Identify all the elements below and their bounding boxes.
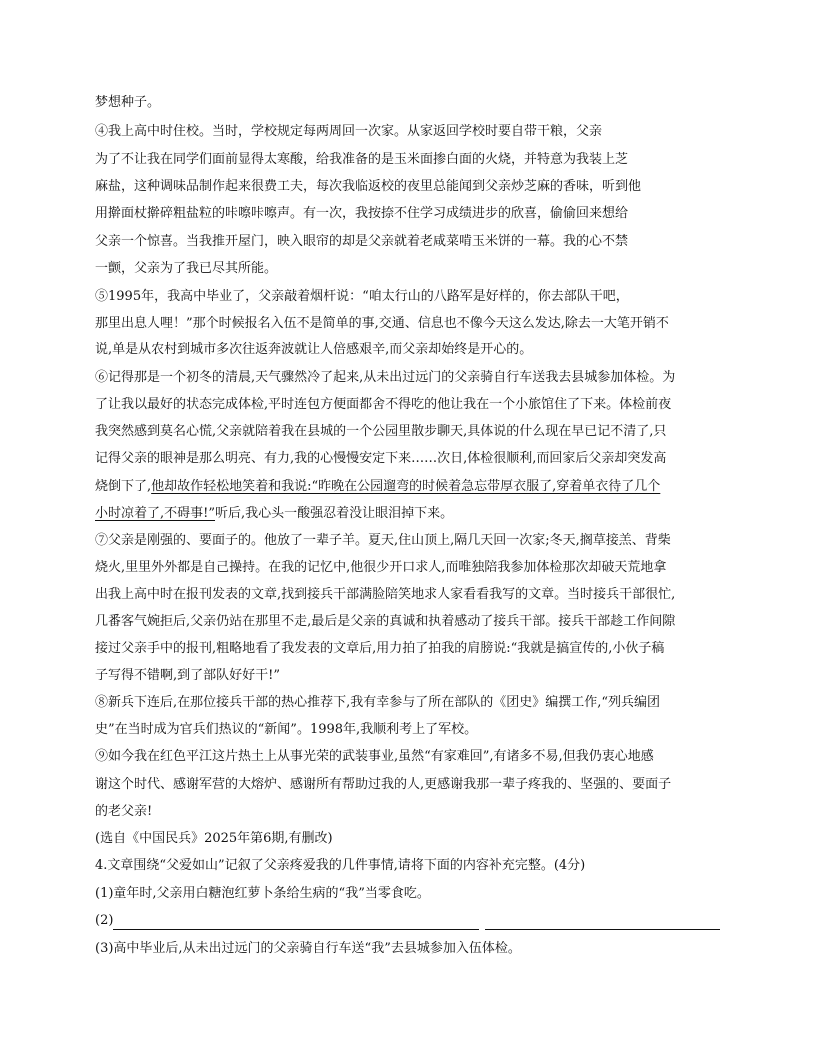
text-line: 父亲一个惊喜。当我推开屋门，映入眼帘的却是父亲就着老咸菜啃玉米饼的一幕。我的心不禁 xyxy=(95,234,629,249)
text-line: 出我上高中时在报刊发表的文章,找到接兵干部满脸陪笑地求人家看看我写的文章。当时接兵干部很忙, xyxy=(95,587,676,602)
source-citation: (选自《中国民兵》2025年第6期,有删改) xyxy=(95,831,333,846)
text-line: 谢这个时代、感谢军营的大熔炉、感谢所有帮助过我的人,更感谢我那一辈子疼我的、坚强的、要面子 xyxy=(95,777,672,792)
text-line: 一颤，父亲为了我已尽其所能。 xyxy=(95,261,278,276)
text-line: ⑤1995年，我高中毕业了，父亲敲着烟杆说：“咱太行山的八路军是好样的，你去部队干吧， xyxy=(95,289,629,304)
text-line: ⑥记得那是一个初冬的清晨,天气骤然冷了起来,从未出过远门的父亲骑自行车送我去县城参加体检。为 xyxy=(95,370,676,385)
text-line: 为了不让我在同学们面前显得太寒酸，给我准备的是玉米面掺白面的火烧，并特意为我装上芝 xyxy=(95,152,629,167)
text-line: 子写得不错啊,到了部队好好干!” xyxy=(95,668,281,683)
text-line: 梦想种子。 xyxy=(95,95,161,110)
answer-item-1: (1)童年时,父亲用白糖泡红萝卜条给生病的“我”当零食吃。 xyxy=(95,886,430,901)
text-line-underlined xyxy=(95,505,453,523)
answer-item-2-label: (2) xyxy=(95,913,114,928)
underlined-sentence: 小时凉着了,不碍事!” xyxy=(95,506,216,521)
text-line: 烧火,里里外外都是自己操持。在我的记忆中,他很少开口求人,而唯独陪我参加体检那次却破天荒地拿 xyxy=(95,560,667,575)
text-line: 几番客气婉拒后,父亲仍站在那里不走,最后是父亲的真诚和执着感动了接兵干部。接兵干部趁工作间隙 xyxy=(95,614,676,629)
text-segment: 听后,我心头一酸强忍着没让眼泪掉下来。 xyxy=(215,506,454,521)
text-line: 用擀面杖擀碎粗盐粒的咔嚓咔嚓声。有一次，我按捺不住学习成绩进步的欣喜，偷偷回来想给 xyxy=(95,206,629,221)
text-line: 接过父亲手中的报刊,粗略地看了我发表的文章后,用力拍了拍我的肩膀说:“我就是搞宣传的,小伙子稿 xyxy=(95,641,665,656)
text-line: 的老父亲! xyxy=(95,804,153,819)
text-line: 那里出息人哩！”那个时候报名入伍不是简单的事,交通、信息也不像今天这么发达,除去一大笔开销不 xyxy=(95,316,669,331)
text-line: 说,单是从农村到城市多次往返奔波就让人倍感艰辛,而父亲却始终是开心的。 xyxy=(95,342,533,357)
text-line: 记得父亲的眼神是那么明亮、有力,我的心慢慢安定下来……次日,体检很顺利,而回家后父亲却突发高 xyxy=(95,451,667,466)
text-line: 史”在当时成为官兵们热议的“新闻”。1998年,我顺利考上了军校。 xyxy=(95,722,478,737)
question-prompt: 4.文章围绕“父爱如山”记叙了父亲疼爱我的几件事情,请将下面的内容补充完整。(4分) xyxy=(95,858,586,873)
text-line: ④我上高中时住校。当时，学校规定每两周回一次家。从家返回学校时要自带干粮，父亲 xyxy=(95,124,603,139)
text-line: 麻盐，这种调味品制作起来很费工夫，每次我临返校的夜里总能闻到父亲炒芝麻的香味，听到他 xyxy=(95,179,642,194)
answer-blank-line[interactable] xyxy=(113,929,479,930)
text-line: 了让我以最好的状态完成体检,平时连包方便面都舍不得吃的他让我在一个小旅馆住了下来。体检前夜 xyxy=(95,397,672,412)
text-line-underlined xyxy=(95,478,660,496)
text-segment: 烧倒下了, xyxy=(95,479,152,494)
answer-item-3: (3)高中毕业后,从未出过远门的父亲骑自行车送“我”去县城参加入伍体检。 xyxy=(95,941,521,956)
text-line: ⑨如今我在红色平江这片热土上从事光荣的武装事业,虽然“有家难回”,有诸多不易,但我仍衷心地感 xyxy=(95,749,654,764)
text-line: 我突然感到莫名心慌,父亲就陪着我在县城的一个公园里散步聊天,具体说的什么现在早已记不清了,只 xyxy=(95,424,667,439)
text-line: ⑦父亲是刚强的、要面子的。他放了一辈子羊。夏天,住山顶上,隔几天回一次家;冬天,搁草接羔、背柴 xyxy=(95,533,671,548)
answer-blank-line[interactable] xyxy=(485,929,720,930)
underlined-sentence: 他却故作轻松地笑着和我说:“昨晚在公园遛弯的时候着急忘带厚衣服了,穿着单衣待了几个 xyxy=(151,479,661,494)
text-line: ⑧新兵下连后,在那位接兵干部的热心推荐下,我有幸参与了所在部队的《团史》编撰工作,“列兵编团 xyxy=(95,695,661,710)
